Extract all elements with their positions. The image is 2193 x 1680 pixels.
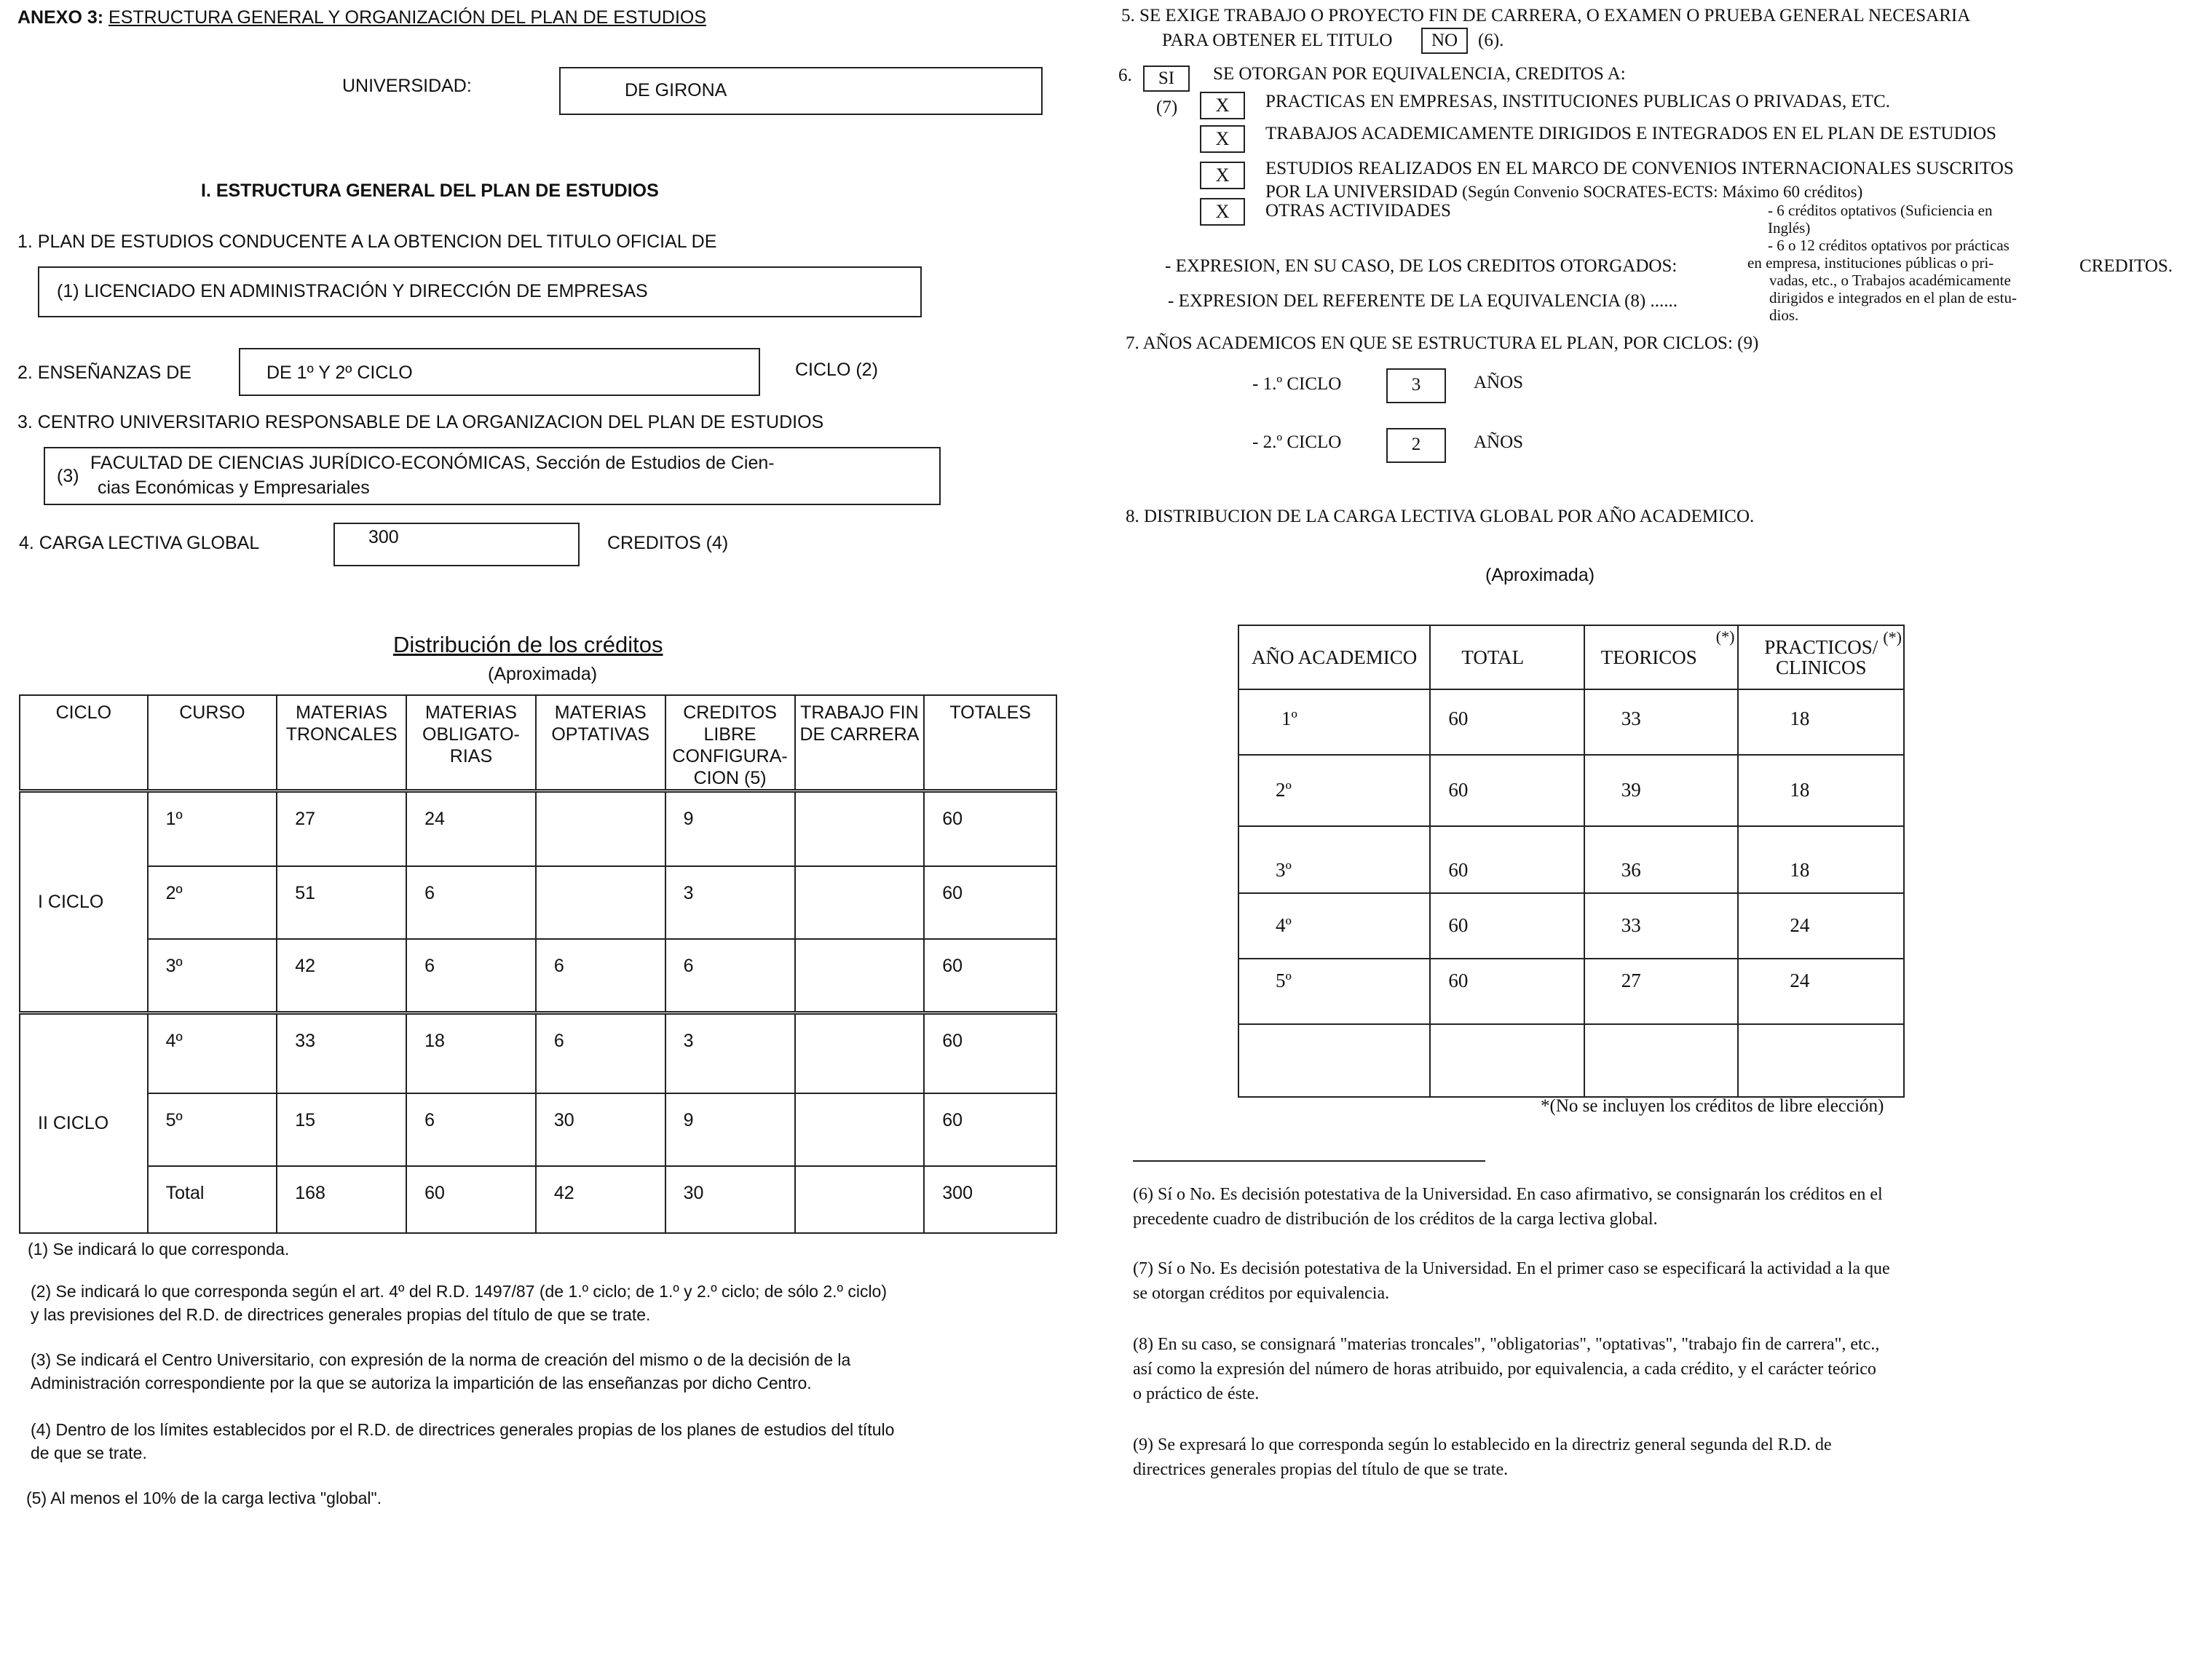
item6-answer-box bbox=[1143, 66, 1190, 92]
table-row bbox=[1238, 755, 1904, 826]
item4-label: 4. CARGA LECTIVA GLOBAL bbox=[19, 533, 260, 553]
item3-line1: FACULTAD DE CIENCIAS JURÍDICO-ECONÓMICAS, Sección de Estudios de Cien- bbox=[90, 453, 775, 473]
header-libre-configuracion: CREDITOS LIBRE CONFIGURA-CION (5) bbox=[665, 695, 795, 791]
header-ciclo: CICLO bbox=[20, 695, 148, 791]
header-obligatorias: MATERIAS OBLIGATO-RIAS bbox=[406, 695, 536, 791]
cell-optativas: 6 bbox=[536, 1013, 665, 1093]
table-row-empty bbox=[1238, 1024, 1904, 1097]
item6-label: SE OTORGAN POR EQUIVALENCIA, CREDITOS A: bbox=[1213, 64, 1626, 84]
cycle1-years: 3 bbox=[1411, 375, 1421, 395]
cell-curso: 1º bbox=[148, 791, 277, 866]
cycle1-years-box bbox=[1386, 368, 1446, 403]
cell-year: 5º bbox=[1238, 959, 1430, 1024]
cell-total: 60 bbox=[1430, 826, 1584, 893]
credits-distribution-table bbox=[19, 694, 1057, 1234]
cell-curso: 4º bbox=[148, 1013, 277, 1093]
cell-teoricos: 33 bbox=[1584, 689, 1739, 755]
item1-field bbox=[38, 266, 922, 317]
item1-label: 1. PLAN DE ESTUDIOS CONDUCENTE A LA OBTENCION DEL TITULO OFICIAL DE bbox=[17, 231, 717, 252]
cell-practicos bbox=[1738, 1024, 1904, 1097]
cell-trabajo bbox=[795, 1093, 925, 1166]
header-year: AÑO ACADEMICO bbox=[1238, 625, 1430, 689]
item4-field bbox=[333, 523, 580, 566]
cell-teoricos bbox=[1584, 1024, 1739, 1097]
cell-trabajo bbox=[795, 939, 925, 1013]
expr-ref-label: - EXPRESION DEL REFERENTE DE LA EQUIVALENCIA (8) ...... bbox=[1168, 291, 1678, 311]
table-row bbox=[1238, 893, 1904, 959]
cell-teoricos: 36 bbox=[1584, 826, 1739, 893]
ciclo-2-cell: II CICLO bbox=[20, 1013, 148, 1233]
left-note-4b: de que se trate. bbox=[31, 1443, 147, 1462]
check-mark: X bbox=[1215, 165, 1230, 186]
item3-line2: cias Económicas y Empresariales bbox=[98, 478, 370, 498]
cycle2-label: - 2.º CICLO bbox=[1252, 432, 1342, 452]
table-row bbox=[20, 1093, 1056, 1166]
check-mark: X bbox=[1215, 128, 1230, 149]
option-1-checkbox bbox=[1200, 92, 1245, 119]
university-field bbox=[559, 67, 1043, 115]
cell-troncales: 168 bbox=[277, 1166, 406, 1233]
item5-ref: (6). bbox=[1478, 31, 1504, 50]
option-3-checkbox bbox=[1200, 162, 1245, 189]
header-teoricos-text: TEORICOS bbox=[1600, 646, 1697, 668]
cell-totales: 60 bbox=[924, 1093, 1056, 1166]
item2-suffix: CICLO (2) bbox=[795, 360, 878, 380]
side-note-2: Inglés) bbox=[1768, 219, 1811, 237]
header-teoricos bbox=[1584, 625, 1739, 689]
section-title: I. ESTRUCTURA GENERAL DEL PLAN DE ESTUDIOS bbox=[201, 181, 659, 201]
right-note-6a: (6) Sí o No. Es decisión potestativa de la Universidad. En caso afirmativo, se consignarán los créditos en el bbox=[1133, 1185, 1883, 1204]
item2-label: 2. ENSEÑANZAS DE bbox=[17, 362, 191, 383]
right-note-8c: o práctico de éste. bbox=[1133, 1384, 1260, 1403]
item5-line2: PARA OBTENER EL TITULO bbox=[1162, 31, 1393, 50]
table-header-row bbox=[20, 695, 1056, 791]
table-footnote: *(No se incluyen los créditos de libre elección) bbox=[1541, 1096, 1884, 1116]
option-4-label: OTRAS ACTIVIDADES bbox=[1265, 201, 1451, 221]
annex-title: ESTRUCTURA GENERAL Y ORGANIZACIÓN DEL PLAN DE ESTUDIOS bbox=[108, 7, 707, 28]
left-note-3b: Administración correspondiente por la que se autoriza la impartición de las enseñanzas por dicho Centro. bbox=[31, 1374, 812, 1392]
right-note-9a: (9) Se expresará lo que corresponda según lo establecido en la directriz general segunda del R.D. de bbox=[1133, 1435, 1832, 1454]
cycle2-years: 2 bbox=[1411, 435, 1421, 454]
cell-totales: 60 bbox=[924, 939, 1056, 1013]
cell-optativas bbox=[536, 866, 665, 939]
option-3-line2-text: POR LA UNIVERSIDAD bbox=[1265, 182, 1458, 202]
item6-answer: SI bbox=[1158, 68, 1175, 88]
item6-number: 6. bbox=[1118, 66, 1132, 85]
cell-troncales: 15 bbox=[277, 1093, 406, 1166]
annex-label: ANEXO 3: bbox=[17, 7, 104, 28]
check-mark: X bbox=[1215, 95, 1230, 116]
cell-troncales: 51 bbox=[277, 866, 406, 939]
side-note-3: - 6 o 12 créditos optativos por prácticas bbox=[1768, 237, 2010, 254]
cell-year bbox=[1238, 1024, 1430, 1097]
left-note-1: (1) Se indicará lo que corresponda. bbox=[28, 1240, 290, 1259]
header-curso: CURSO bbox=[148, 695, 277, 791]
item1-value: (1) LICENCIADO EN ADMINISTRACIÓN Y DIRECCIÓN DE EMPRESAS bbox=[57, 281, 648, 301]
cycle1-label: - 1.º CICLO bbox=[1252, 374, 1342, 394]
table-row bbox=[1238, 689, 1904, 755]
cell-trabajo bbox=[795, 791, 925, 866]
cell-practicos: 18 bbox=[1738, 755, 1904, 826]
right-note-6b: precedente cuadro de distribución de los créditos de la carga lectiva global. bbox=[1133, 1210, 1658, 1229]
item8-subtitle: (Aproximada) bbox=[1485, 565, 1595, 585]
cell-obligatorias: 6 bbox=[406, 1093, 536, 1166]
right-note-7a: (7) Sí o No. Es decisión potestativa de la Universidad. En el primer caso se especificará la actividad a la que bbox=[1133, 1259, 1890, 1278]
cell-optativas: 30 bbox=[536, 1093, 665, 1166]
cell-libre: 3 bbox=[665, 1013, 795, 1093]
cell-obligatorias: 60 bbox=[406, 1166, 536, 1233]
cell-year: 4º bbox=[1238, 893, 1430, 959]
table-row bbox=[1238, 826, 1904, 893]
cell-totales: 60 bbox=[924, 1013, 1056, 1093]
item8-label: 8. DISTRIBUCION DE LA CARGA LECTIVA GLOBAL POR AÑO ACADEMICO. bbox=[1126, 507, 1755, 526]
left-note-2a: (2) Se indicará lo que corresponda según el art. 4º del R.D. 1497/87 (de 1.º ciclo; de 1.º y 2.º ciclo; de sólo 2.º ciclo) bbox=[31, 1282, 888, 1301]
distribution-title: Distribución de los créditos bbox=[393, 632, 663, 657]
item5-answer-box bbox=[1421, 28, 1468, 54]
cell-curso: Total bbox=[148, 1166, 277, 1233]
cell-total: 60 bbox=[1430, 689, 1584, 755]
table-row bbox=[1238, 959, 1904, 1024]
option-2-checkbox bbox=[1200, 125, 1245, 153]
cell-libre: 9 bbox=[665, 791, 795, 866]
cell-year: 1º bbox=[1238, 689, 1430, 755]
item4-suffix: CREDITOS (4) bbox=[607, 533, 729, 553]
cell-curso: 3º bbox=[148, 939, 277, 1013]
annex-heading bbox=[17, 7, 706, 28]
left-note-5: (5) Al menos el 10% de la carga lectiva "global". bbox=[26, 1489, 382, 1507]
cell-obligatorias: 6 bbox=[406, 939, 536, 1013]
table-header-row bbox=[1238, 625, 1904, 689]
header-optativas: MATERIAS OPTATIVAS bbox=[536, 695, 665, 791]
cell-teoricos: 39 bbox=[1584, 755, 1739, 826]
expr-credits-label: - EXPRESION, EN SU CASO, DE LOS CREDITOS OTORGADOS: bbox=[1165, 256, 1678, 276]
left-note-2b: y las previsiones del R.D. de directrices generales propias del título de que se trate. bbox=[31, 1305, 651, 1324]
cell-total bbox=[1430, 1024, 1584, 1097]
header-practicos-text: PRACTICOS/ CLINICOS bbox=[1764, 636, 1878, 678]
right-note-8b: así como la expresión del número de horas atribuido, por equivalencia, a cada crédito, y el carácter teórico bbox=[1133, 1360, 1876, 1379]
option-3-line2 bbox=[1265, 182, 1862, 202]
cell-obligatorias: 24 bbox=[406, 791, 536, 866]
table-row bbox=[20, 791, 1056, 866]
cycle1-years-unit: AÑOS bbox=[1474, 373, 1524, 392]
item3-label: 3. CENTRO UNIVERSITARIO RESPONSABLE DE LA ORGANIZACION DEL PLAN DE ESTUDIOS bbox=[17, 412, 824, 432]
university-value: DE GIRONA bbox=[625, 80, 727, 100]
right-note-7b: se otorgan créditos por equivalencia. bbox=[1133, 1284, 1390, 1303]
cell-obligatorias: 18 bbox=[406, 1013, 536, 1093]
cell-totales: 300 bbox=[924, 1166, 1056, 1233]
header-total: TOTAL bbox=[1430, 625, 1584, 689]
expr-credits-suffix: CREDITOS. bbox=[2079, 256, 2173, 276]
right-note-8a: (8) En su caso, se consignará "materias troncales", "obligatorias", "optativas", "trabajo fin de carrera", etc., bbox=[1133, 1335, 1880, 1354]
cell-libre: 30 bbox=[665, 1166, 795, 1233]
side-note-1: - 6 créditos optativos (Suficiencia en bbox=[1768, 202, 1993, 219]
cell-troncales: 42 bbox=[277, 939, 406, 1013]
item5-line1: 5. SE EXIGE TRABAJO O PROYECTO FIN DE CARRERA, O EXAMEN O PRUEBA GENERAL NECESARIA bbox=[1121, 6, 1971, 25]
cell-troncales: 33 bbox=[277, 1013, 406, 1093]
footnote-divider bbox=[1133, 1160, 1485, 1162]
item2-value: DE 1º Y 2º CICLO bbox=[266, 362, 413, 383]
item3-ref: (3) bbox=[57, 466, 79, 486]
table-row bbox=[20, 1013, 1056, 1093]
item3-field bbox=[44, 447, 941, 505]
option-3-label: ESTUDIOS REALIZADOS EN EL MARCO DE CONVENIOS INTERNACIONALES SUSCRITOS bbox=[1265, 159, 2014, 178]
header-trabajo-fin: TRABAJO FIN DE CARRERA bbox=[795, 695, 925, 791]
item5-answer: NO bbox=[1431, 31, 1458, 50]
practicos-asterisk: (*) bbox=[1883, 628, 1902, 646]
cell-optativas bbox=[536, 791, 665, 866]
cell-troncales: 27 bbox=[277, 791, 406, 866]
side-note-5: vadas, etc., o Trabajos académicamente bbox=[1769, 272, 2011, 289]
cell-total: 60 bbox=[1430, 959, 1584, 1024]
header-totales: TOTALES bbox=[924, 695, 1056, 791]
left-note-4a: (4) Dentro de los límites establecidos por el R.D. de directrices generales propias de los planes de estudios del título bbox=[31, 1420, 895, 1439]
cell-year: 3º bbox=[1238, 826, 1430, 893]
side-note-6: dirigidos e integrados en el plan de estu- bbox=[1769, 289, 2017, 306]
cell-libre: 3 bbox=[665, 866, 795, 939]
cell-practicos: 24 bbox=[1738, 959, 1904, 1024]
cell-totales: 60 bbox=[924, 866, 1056, 939]
right-note-9b: directrices generales propias del título de que se trate. bbox=[1133, 1460, 1509, 1479]
cell-totales: 60 bbox=[924, 791, 1056, 866]
cell-curso: 2º bbox=[148, 866, 277, 939]
option-1-label: PRACTICAS EN EMPRESAS, INSTITUCIONES PUBLICAS O PRIVADAS, ETC. bbox=[1265, 92, 1890, 111]
cell-practicos: 18 bbox=[1738, 689, 1904, 755]
item6-ref: (7) bbox=[1156, 98, 1178, 117]
cell-libre: 6 bbox=[665, 939, 795, 1013]
cell-trabajo bbox=[795, 1166, 925, 1233]
distribution-subtitle: (Aproximada) bbox=[488, 664, 598, 684]
cell-obligatorias: 6 bbox=[406, 866, 536, 939]
cell-practicos: 18 bbox=[1738, 826, 1904, 893]
cell-optativas: 42 bbox=[536, 1166, 665, 1233]
item4-value: 300 bbox=[368, 527, 399, 547]
cell-trabajo bbox=[795, 1013, 925, 1093]
cell-year: 2º bbox=[1238, 755, 1430, 826]
cell-curso: 5º bbox=[148, 1093, 277, 1166]
cell-total: 60 bbox=[1430, 893, 1584, 959]
check-mark: X bbox=[1215, 201, 1230, 222]
table-row bbox=[20, 866, 1056, 939]
ciclo-1-cell: I CICLO bbox=[20, 791, 148, 1013]
cycle2-years-unit: AÑOS bbox=[1474, 432, 1524, 452]
item2-field bbox=[239, 348, 760, 396]
teoricos-asterisk: (*) bbox=[1715, 627, 1735, 646]
item7-label: 7. AÑOS ACADEMICOS EN QUE SE ESTRUCTURA EL PLAN, POR CICLOS: (9) bbox=[1126, 333, 1759, 353]
table-total-row bbox=[20, 1166, 1056, 1233]
cell-practicos: 24 bbox=[1738, 893, 1904, 959]
academic-year-table bbox=[1238, 625, 1905, 1098]
cell-teoricos: 33 bbox=[1584, 893, 1739, 959]
header-practicos bbox=[1738, 625, 1904, 689]
header-troncales: MATERIAS TRONCALES bbox=[277, 695, 406, 791]
cell-trabajo bbox=[795, 866, 925, 939]
cell-teoricos: 27 bbox=[1584, 959, 1739, 1024]
university-label: UNIVERSIDAD: bbox=[342, 76, 472, 96]
table-row bbox=[20, 939, 1056, 1013]
cell-total: 60 bbox=[1430, 755, 1584, 826]
option-3-note: (Según Convenio SOCRATES-ECTS: Máximo 60 créditos) bbox=[1462, 183, 1863, 201]
cell-libre: 9 bbox=[665, 1093, 795, 1166]
cycle2-years-box bbox=[1386, 428, 1446, 463]
side-note-4: en empresa, instituciones públicas o pri- bbox=[1747, 254, 1994, 272]
option-2-label: TRABAJOS ACADEMICAMENTE DIRIGIDOS E INTEGRADOS EN EL PLAN DE ESTUDIOS bbox=[1265, 124, 1996, 143]
option-4-checkbox bbox=[1200, 198, 1245, 226]
left-note-3a: (3) Se indicará el Centro Universitario, con expresión de la norma de creación del mismo o de la decisión de la bbox=[31, 1350, 851, 1369]
cell-optativas: 6 bbox=[536, 939, 665, 1013]
side-note-7: dios. bbox=[1769, 306, 1799, 324]
